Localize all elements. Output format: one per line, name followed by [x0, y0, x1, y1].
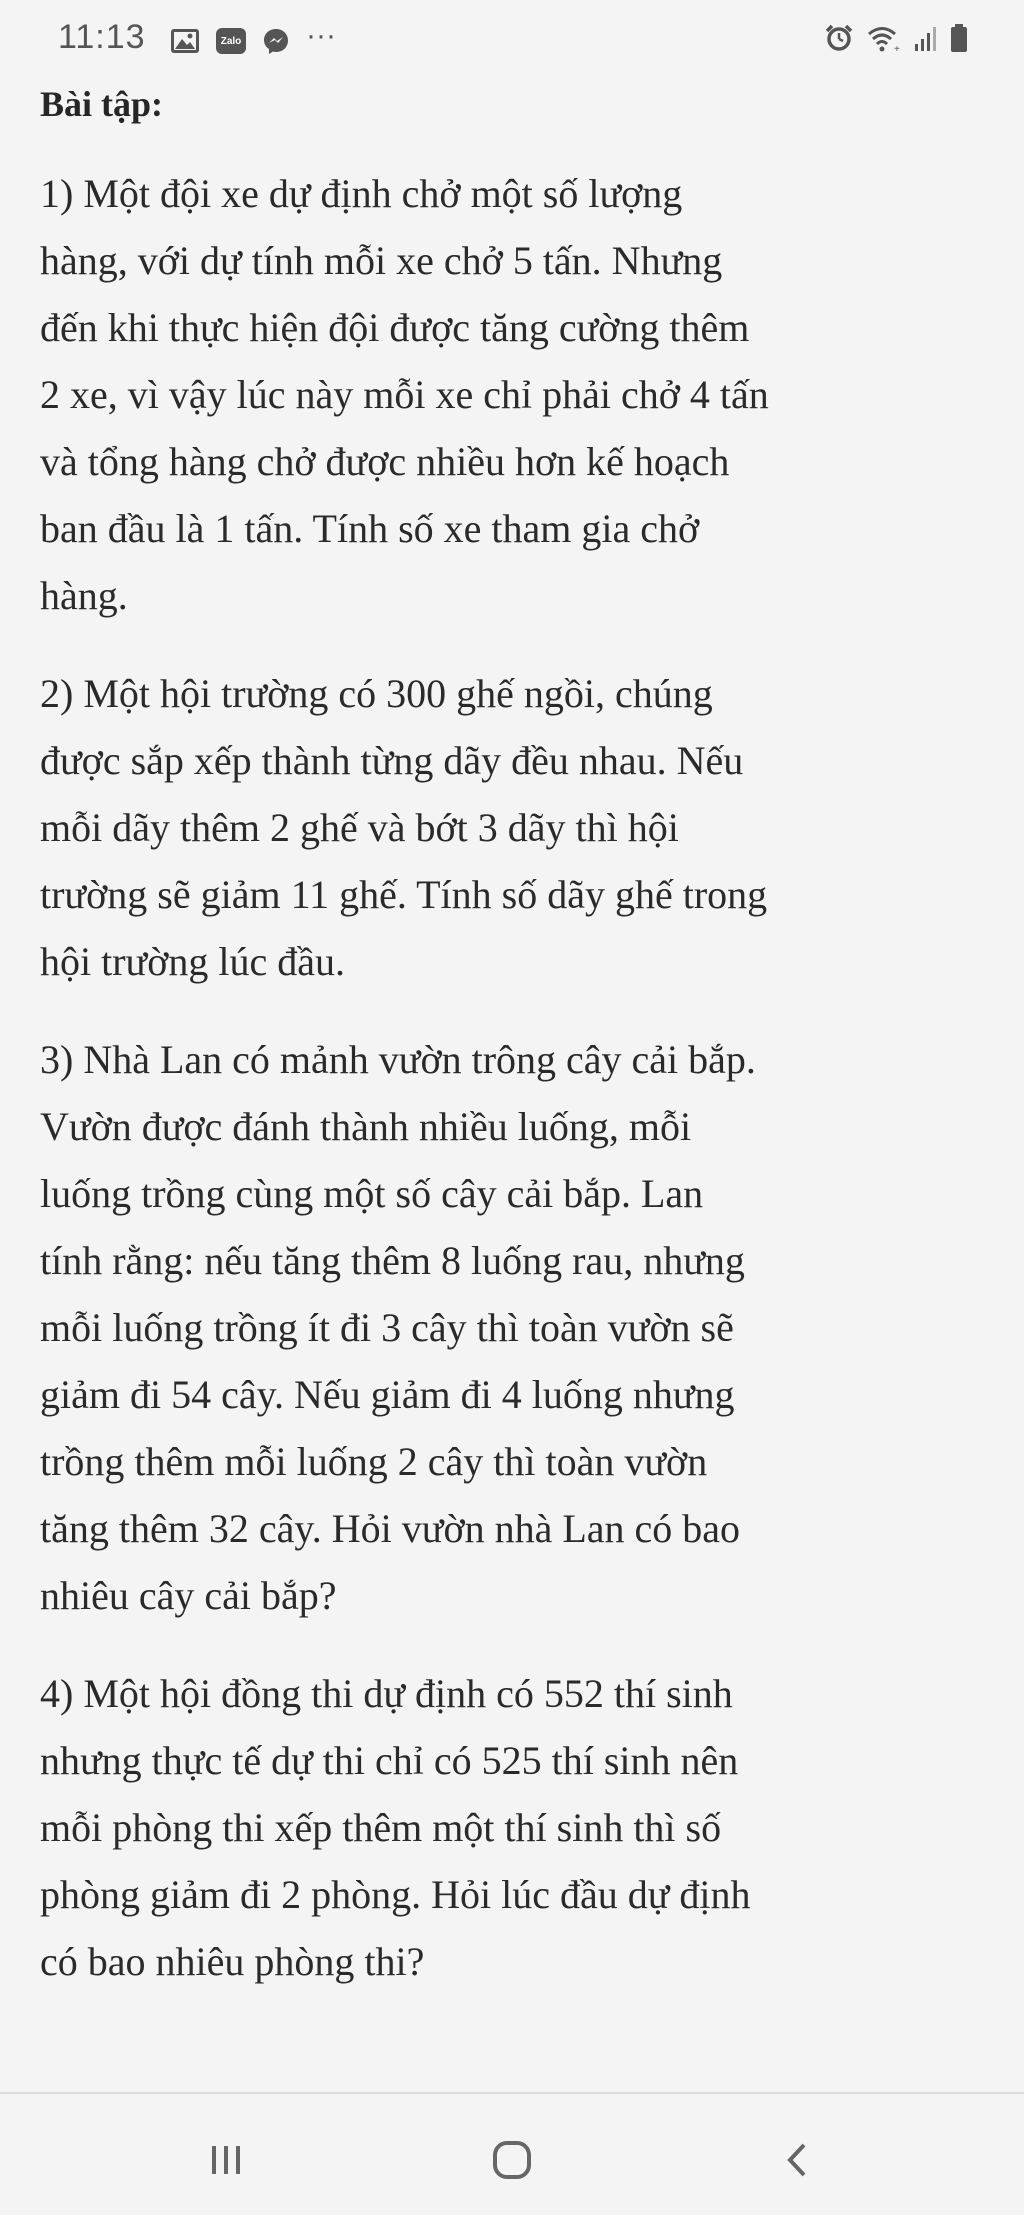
problem-line: 2 xe, vì vậy lúc này mỗi xe chỉ phải chở 4 tấn [40, 372, 769, 417]
problem-4 [40, 1660, 990, 1995]
recent-apps-button[interactable] [196, 2130, 256, 2190]
home-icon [490, 2138, 534, 2182]
article-heading: Bài tập: [40, 84, 164, 124]
problem-line: ban đầu là 1 tấn. Tính số xe tham gia chở [40, 506, 700, 551]
problem-line: và tổng hàng chở được nhiều hơn kế hoạch [40, 439, 730, 484]
problem-line: được sắp xếp thành từng dãy đều nhau. Nếu [40, 738, 744, 783]
gallery-icon [170, 28, 200, 54]
zalo-icon [216, 28, 246, 54]
messenger-icon [262, 27, 290, 55]
problem-2 [40, 660, 990, 995]
problem-line: Vườn được đánh thành nhiều luống, mỗi [40, 1104, 692, 1149]
more-dots-icon: ··· [306, 19, 336, 52]
back-icon [778, 2140, 818, 2180]
recent-apps-icon [206, 2140, 246, 2180]
system-icons [824, 22, 968, 58]
problem-line: mỗi luống trồng ít đi 3 cây thì toàn vườn sẽ [40, 1305, 734, 1350]
problem-line: trồng thêm mỗi luống 2 cây thì toàn vườn [40, 1439, 708, 1484]
problem-line: giảm đi 54 cây. Nếu giảm đi 4 luống nhưng [40, 1372, 735, 1417]
problem-line: nhiêu cây cải bắp? [40, 1573, 337, 1618]
problem-line: hàng. [40, 573, 128, 618]
problem-line: 2) Một hội trường có 300 ghế ngồi, chúng [40, 671, 713, 716]
status-bar [0, 0, 1024, 80]
problem-line: tăng thêm 32 cây. Hỏi vườn nhà Lan có bao [40, 1506, 741, 1551]
problem-1 [40, 160, 990, 629]
problem-line: phòng giảm đi 2 phòng. Hỏi lúc đầu dự định [40, 1872, 751, 1917]
back-button[interactable] [768, 2130, 828, 2190]
problem-line: 1) Một đội xe dự định chở một số lượng [40, 171, 683, 216]
notification-icons [170, 19, 336, 58]
article-content [40, 78, 990, 2026]
problem-line: hàng, với dự tính mỗi xe chở 5 tấn. Nhưng [40, 238, 723, 283]
problem-line: luống trồng cùng một số cây cải bắp. Lan [40, 1171, 704, 1216]
problem-line: trường sẽ giảm 11 ghế. Tính số dãy ghế trong [40, 872, 768, 917]
zalo-icon-label: Zalo [220, 35, 242, 47]
signal-icon [914, 24, 938, 57]
home-button[interactable] [482, 2130, 542, 2190]
problem-line: nhưng thực tế dự thi chỉ có 525 thí sinh nên [40, 1738, 739, 1783]
wifi-icon [866, 23, 902, 58]
problem-line: có bao nhiêu phòng thi? [40, 1939, 425, 1984]
problem-line: 4) Một hội đồng thi dự định có 552 thí sinh [40, 1671, 733, 1716]
problem-line: tính rằng: nếu tăng thêm 8 luống rau, nhưng [40, 1238, 745, 1283]
problem-line: hội trường lúc đầu. [40, 939, 345, 984]
problem-line: mỗi phòng thi xếp thêm một thí sinh thì số [40, 1805, 722, 1850]
navigation-bar [0, 2094, 1024, 2215]
alarm-icon [824, 23, 854, 58]
svg-text:+: + [894, 43, 900, 53]
battery-icon [950, 23, 968, 58]
status-time: 11:13 [58, 18, 146, 56]
problem-line: 3) Nhà Lan có mảnh vườn trông cây cải bắp. [40, 1037, 756, 1082]
problem-line: mỗi dãy thêm 2 ghế và bớt 3 dãy thì hội [40, 805, 679, 850]
problem-3 [40, 1026, 990, 1629]
problem-line: đến khi thực hiện đội được tăng cường thêm [40, 305, 750, 350]
